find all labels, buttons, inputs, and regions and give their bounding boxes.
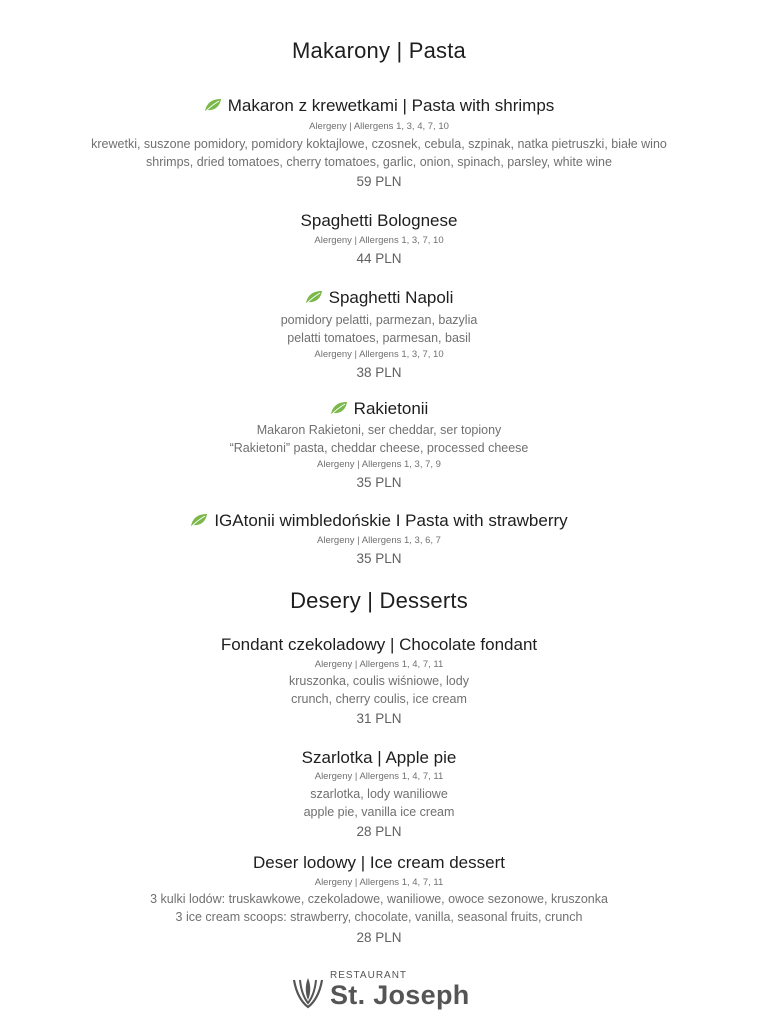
description-pl: 3 kulki lodów: truskawkowe, czekoladowe, waniliowe, owoce sezonowe, kruszonka [150, 892, 608, 906]
menu-item-label: Fondant czekoladowy | Chocolate fondant [220, 635, 538, 654]
allergens-text: Alergeny | Allergens 1, 4, 7, 11 [314, 877, 444, 888]
price: 35 PLN [356, 551, 402, 566]
menu-item-name [0, 95, 758, 117]
leaf-icon [190, 513, 208, 527]
menu-item-name [0, 852, 758, 874]
price: 28 PLN [356, 930, 402, 945]
description-en: pelatti tomatoes, parmesan, basil [287, 331, 471, 345]
menu-item-label: Szarlotka | Apple pie [301, 748, 457, 767]
section-title-desserts: Desery | Desserts [290, 588, 468, 613]
allergens-text: Alergeny | Allergens 1, 4, 7, 11 [314, 771, 444, 782]
menu-item-label: Spaghetti Napoli [328, 288, 454, 307]
price: 35 PLN [356, 475, 402, 490]
price: 44 PLN [356, 251, 402, 266]
section-title-pasta: Makarony | Pasta [292, 38, 466, 63]
allergens-text: Alergeny | Allergens 1, 4, 7, 11 [314, 659, 444, 670]
logo-name-text: St. Joseph [330, 980, 470, 1010]
price: 59 PLN [356, 174, 402, 189]
description-pl: pomidory pelatti, parmezan, bazylia [280, 313, 478, 327]
v-leaf-logo-icon [290, 974, 326, 1010]
menu-item-label: Rakietonii [353, 399, 429, 418]
leaf-icon [204, 98, 222, 112]
menu-item-name [0, 747, 758, 769]
price: 31 PLN [356, 711, 402, 726]
menu-item-label: Spaghetti Bolognese [300, 211, 458, 230]
menu-item-name [0, 510, 758, 532]
menu-item-name [0, 398, 758, 420]
description-pl: krewetki, suszone pomidory, pomidory koktajlowe, czosnek, cebula, szpinak, natka pietruszki, białe wino [91, 137, 667, 151]
description-en: shrimps, dried tomatoes, cherry tomatoes, garlic, onion, spinach, parsley, white wine [146, 155, 612, 169]
menu-item-label: IGAtonii wimbledońskie I Pasta with strawberry [214, 511, 568, 530]
description-pl: szarlotka, lody waniliowe [310, 787, 448, 801]
price: 28 PLN [356, 824, 402, 839]
description-en: “Rakietoni” pasta, cheddar cheese, processed cheese [229, 441, 529, 455]
description-en: apple pie, vanilla ice cream [303, 805, 455, 819]
menu-item-label: Makaron z krewetkami | Pasta with shrimps [227, 96, 555, 115]
logo-restaurant-text: RESTAURANT [330, 970, 408, 981]
menu-item-name [0, 287, 758, 309]
price: 38 PLN [356, 365, 402, 380]
allergens-text: Alergeny | Allergens 1, 3, 7, 9 [317, 459, 441, 470]
description-en: 3 ice cream scoops: strawberry, chocolate, vanilla, seasonal fruits, crunch [175, 910, 583, 924]
allergens-text: Alergeny | Allergens 1, 3, 7, 10 [314, 235, 444, 246]
allergens-text: Alergeny | Allergens 1, 3, 7, 10 [314, 349, 444, 360]
allergens-text: Alergeny | Allergens 1, 3, 6, 7 [317, 535, 441, 546]
restaurant-logo [290, 968, 490, 1016]
description-pl: kruszonka, coulis wiśniowe, lody [289, 674, 469, 688]
description-en: crunch, cherry coulis, ice cream [291, 692, 467, 706]
menu-item-label: Deser lodowy | Ice cream dessert [253, 853, 505, 872]
description-pl: Makaron Rakietoni, ser cheddar, ser topiony [256, 423, 502, 437]
leaf-icon [330, 401, 348, 415]
leaf-icon [305, 290, 323, 304]
menu-item-name [0, 634, 758, 656]
allergens-text: Alergeny | Allergens 1, 3, 4, 7, 10 [309, 121, 449, 132]
menu-item-name [0, 210, 758, 232]
